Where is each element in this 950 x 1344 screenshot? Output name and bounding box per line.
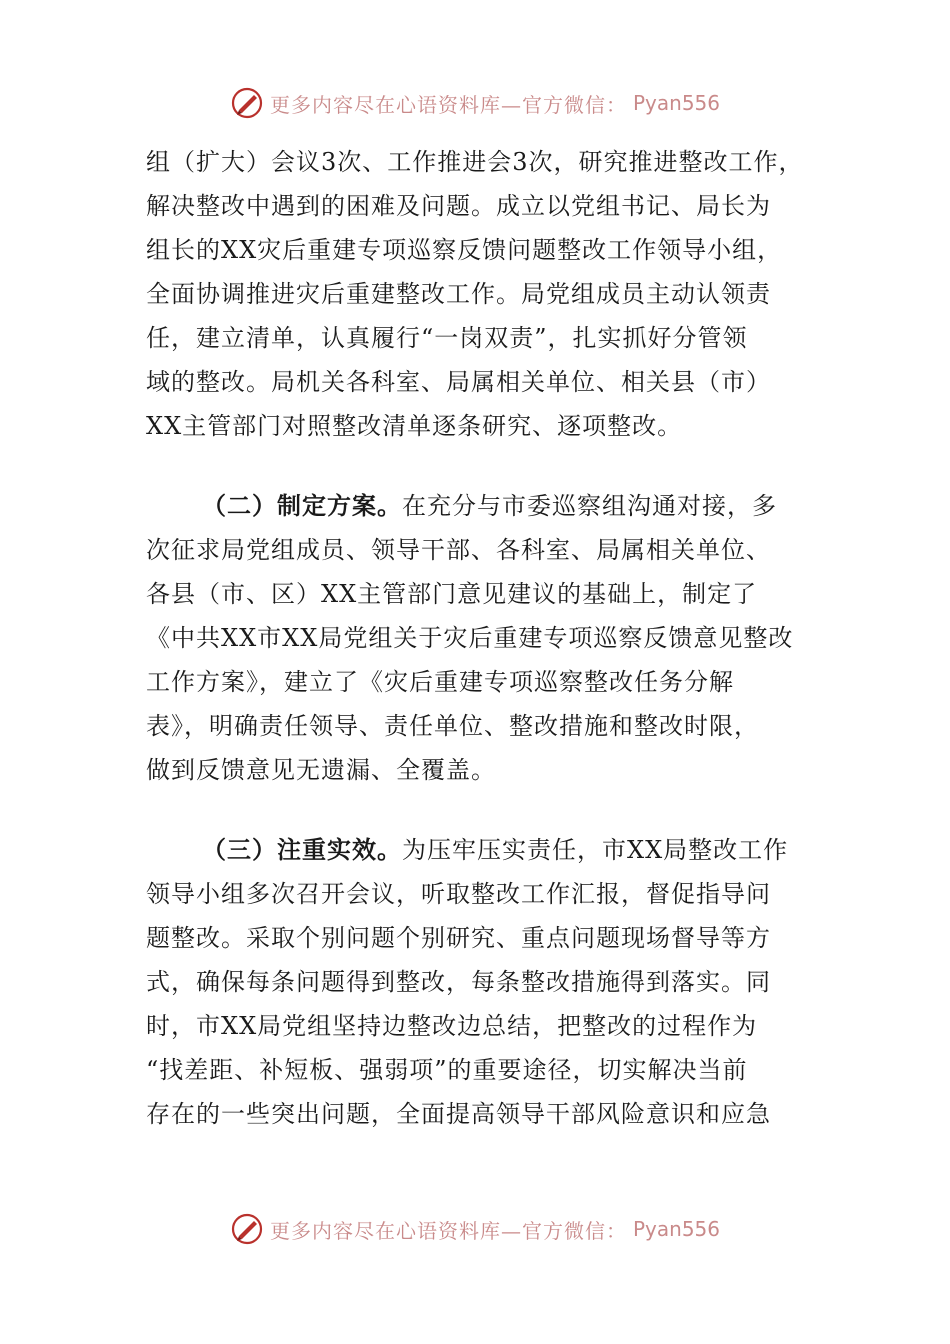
- watermark-text: 更多内容尽在心语资料库—官方微信：: [269, 1218, 627, 1243]
- text-span: 为压牢压实责任，市XX局整改工作: [402, 836, 789, 864]
- paragraph: [146, 140, 836, 448]
- paragraph: [146, 484, 836, 792]
- text-line: 领导小组多次召开会议，听取整改工作汇报，督促指导问: [146, 880, 771, 908]
- paragraph: [146, 828, 836, 1136]
- section-heading: （二）制定方案。: [202, 491, 402, 520]
- text-line: 《中共XX市XX局党组关于灾后重建专项巡察反馈意见整改: [146, 624, 794, 652]
- text-line: XX主管部门对照整改清单逐条研究、逐项整改。: [146, 412, 683, 440]
- watermark-wechat-id: Pyan556: [632, 1217, 720, 1241]
- text-line: 域的整改。局机关各科室、局属相关单位、相关县（市）: [146, 368, 771, 396]
- text-line: 解决整改中遇到的困难及问题。成立以党组书记、局长为: [146, 192, 771, 220]
- text-line: 各县（市、区）XX主管部门意见建议的基础上，制定了: [146, 580, 758, 608]
- text-line: “找差距、补短板、强弱项”的重要途径，切实解决当前: [146, 1056, 748, 1084]
- text-line: [146, 484, 836, 528]
- document-body: [146, 140, 836, 1136]
- text-line: 做到反馈意见无遗漏、全覆盖。: [146, 756, 496, 784]
- text-line: 表》，明确责任领导、责任单位、整改措施和整改时限，: [146, 712, 759, 740]
- pen-logo-icon: [230, 1212, 264, 1246]
- text-line: 式，确保每条问题得到整改，每条整改措施得到落实。同: [146, 968, 771, 996]
- text-line: 次征求局党组成员、领导干部、各科室、局属相关单位、: [146, 536, 771, 564]
- pen-logo-icon: [230, 86, 264, 120]
- text-line: 组长的XX灾后重建专项巡察反馈问题整改工作领导小组，: [146, 236, 783, 264]
- watermark-text: 更多内容尽在心语资料库—官方微信：: [269, 92, 627, 117]
- text-line: 全面协调推进灾后重建整改工作。局党组成员主动认领责: [146, 280, 771, 308]
- text-line: 题整改。采取个别问题个别研究、重点问题现场督导等方: [146, 924, 771, 952]
- text-line: 任，建立清单，认真履行“一岗双责”，扎实抓好分管领: [146, 324, 748, 352]
- header-watermark: [0, 86, 950, 120]
- text-line: [146, 828, 836, 872]
- footer-watermark: [0, 1212, 950, 1246]
- section-heading: （三）注重实效。: [202, 835, 402, 864]
- text-span: 在充分与市委巡察组沟通对接，多: [402, 492, 777, 520]
- text-line: 组（扩大）会议3次、工作推进会3次，研究推进整改工作，: [146, 148, 804, 176]
- text-line: 存在的一些突出问题，全面提高领导干部风险意识和应急: [146, 1100, 771, 1128]
- text-line: 时，市XX局党组坚持边整改边总结，把整改的过程作为: [146, 1012, 758, 1040]
- watermark-wechat-id: Pyan556: [632, 91, 720, 115]
- text-line: 工作方案》，建立了《灾后重建专项巡察整改任务分解: [146, 668, 734, 696]
